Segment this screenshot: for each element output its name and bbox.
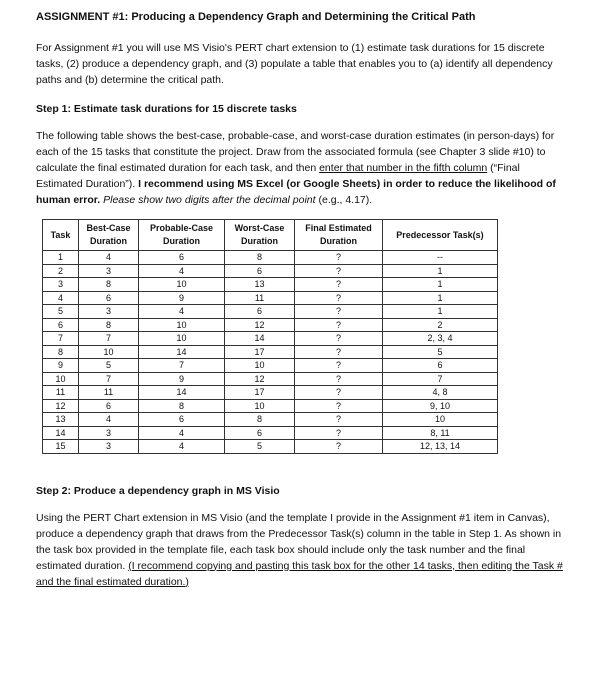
- step2-paragraph: [36, 510, 566, 590]
- worst-case-cell: 12: [225, 318, 295, 332]
- step1-heading: Step 1: Estimate task durations for 15 discrete tasks: [36, 103, 297, 115]
- final-estimated-cell: ?: [295, 332, 383, 346]
- column-header-worst-case: Worst-Case Duration: [225, 220, 295, 251]
- table-row: [43, 399, 498, 413]
- final-estimated-cell: ?: [295, 359, 383, 373]
- task-cell: 9: [43, 359, 79, 373]
- column-header-task: Task: [43, 220, 79, 251]
- best-case-cell: 3: [79, 426, 139, 440]
- probable-case-cell: 6: [139, 251, 225, 265]
- predecessor-cell: 9, 10: [383, 399, 498, 413]
- best-case-cell: 8: [79, 278, 139, 292]
- step2-text: Using the PERT Chart extension in MS Visio (and the template I provide in the Assignment #1 item in Canvas), produce a dependency graph that draws from the Predecessor Task(s) column in the table in Step 1. As shown in the task box provided in the template file, each task box should include only the task number and the final estimated duration.: [36, 511, 562, 572]
- task-duration-table: [42, 219, 498, 454]
- predecessor-cell: 1: [383, 264, 498, 278]
- worst-case-cell: 13: [225, 278, 295, 292]
- worst-case-cell: 10: [225, 359, 295, 373]
- worst-case-cell: 6: [225, 305, 295, 319]
- final-estimated-cell: ?: [295, 318, 383, 332]
- table-row: [43, 386, 498, 400]
- worst-case-cell: 11: [225, 291, 295, 305]
- step1-italic-note: Please show two digits after the decimal point: [100, 194, 316, 206]
- probable-case-cell: 4: [139, 440, 225, 454]
- step2-underlined-text: (I recommend copying and pasting this task box for the other 14 tasks, then editing the Task # and the final estimated duration.): [36, 559, 563, 588]
- predecessor-cell: 8, 11: [383, 426, 498, 440]
- predecessor-cell: 4, 8: [383, 386, 498, 400]
- predecessor-cell: 10: [383, 413, 498, 427]
- step1-text: The following table shows the best-case, probable-case, and worst-case duration estimates (in person-days) for each of the 15 tasks that constitute the project. Draw from the associated formula (see Chapter 3 slide #10) to calculate the final estimated duration for each task, and then: [36, 130, 555, 174]
- task-cell: 10: [43, 372, 79, 386]
- task-cell: 1: [43, 251, 79, 265]
- probable-case-cell: 8: [139, 399, 225, 413]
- probable-case-cell: 4: [139, 305, 225, 319]
- table-row: [43, 332, 498, 346]
- column-header-final-estimated: Final Estimated Duration: [295, 220, 383, 251]
- table-body: [43, 251, 498, 454]
- best-case-cell: 3: [79, 440, 139, 454]
- final-estimated-cell: ?: [295, 251, 383, 265]
- column-header-probable-case: Probable-Case Duration: [139, 220, 225, 251]
- task-cell: 6: [43, 318, 79, 332]
- worst-case-cell: 5: [225, 440, 295, 454]
- table-row: [43, 345, 498, 359]
- table-row: [43, 359, 498, 373]
- table-row: [43, 413, 498, 427]
- table-row: [43, 291, 498, 305]
- best-case-cell: 5: [79, 359, 139, 373]
- final-estimated-cell: ?: [295, 413, 383, 427]
- task-cell: 5: [43, 305, 79, 319]
- best-case-cell: 4: [79, 413, 139, 427]
- best-case-cell: 6: [79, 399, 139, 413]
- best-case-cell: 8: [79, 318, 139, 332]
- probable-case-cell: 6: [139, 413, 225, 427]
- probable-case-cell: 7: [139, 359, 225, 373]
- table-row: [43, 305, 498, 319]
- worst-case-cell: 6: [225, 426, 295, 440]
- probable-case-cell: 14: [139, 345, 225, 359]
- final-estimated-cell: ?: [295, 386, 383, 400]
- best-case-cell: 10: [79, 345, 139, 359]
- task-cell: 15: [43, 440, 79, 454]
- final-estimated-cell: ?: [295, 278, 383, 292]
- probable-case-cell: 9: [139, 372, 225, 386]
- final-estimated-cell: ?: [295, 440, 383, 454]
- task-cell: 13: [43, 413, 79, 427]
- worst-case-cell: 8: [225, 413, 295, 427]
- final-estimated-cell: ?: [295, 305, 383, 319]
- table-row: [43, 278, 498, 292]
- worst-case-cell: 6: [225, 264, 295, 278]
- final-estimated-cell: ?: [295, 264, 383, 278]
- probable-case-cell: 4: [139, 264, 225, 278]
- table-header-row: [43, 220, 498, 251]
- worst-case-cell: 10: [225, 399, 295, 413]
- final-estimated-cell: ?: [295, 399, 383, 413]
- predecessor-cell: 1: [383, 278, 498, 292]
- task-cell: 8: [43, 345, 79, 359]
- worst-case-cell: 12: [225, 372, 295, 386]
- table-row: [43, 426, 498, 440]
- task-cell: 12: [43, 399, 79, 413]
- predecessor-cell: 5: [383, 345, 498, 359]
- best-case-cell: 3: [79, 264, 139, 278]
- assignment-document: [36, 10, 566, 590]
- table-row: [43, 440, 498, 454]
- final-estimated-cell: ?: [295, 291, 383, 305]
- final-estimated-cell: ?: [295, 426, 383, 440]
- table-row: [43, 318, 498, 332]
- best-case-cell: 7: [79, 372, 139, 386]
- step1-paragraph: [36, 128, 566, 208]
- task-cell: 7: [43, 332, 79, 346]
- predecessor-cell: --: [383, 251, 498, 265]
- final-estimated-cell: ?: [295, 345, 383, 359]
- column-header-predecessor: Predecessor Task(s): [383, 220, 498, 251]
- step1-text-after: (“Final Estimated Duration”).: [36, 162, 520, 190]
- step1-recommendation: I recommend using MS Excel (or Google Sheets) in order to reduce the likelihood of human error.: [36, 178, 556, 206]
- best-case-cell: 6: [79, 291, 139, 305]
- predecessor-cell: 6: [383, 359, 498, 373]
- task-cell: 3: [43, 278, 79, 292]
- predecessor-cell: 1: [383, 305, 498, 319]
- predecessor-cell: 7: [383, 372, 498, 386]
- predecessor-cell: 2, 3, 4: [383, 332, 498, 346]
- probable-case-cell: 9: [139, 291, 225, 305]
- table-row: [43, 264, 498, 278]
- final-estimated-cell: ?: [295, 372, 383, 386]
- probable-case-cell: 10: [139, 278, 225, 292]
- predecessor-cell: 2: [383, 318, 498, 332]
- table-row: [43, 372, 498, 386]
- step1-text-end: (e.g., 4.17).: [315, 194, 373, 206]
- predecessor-cell: 12, 13, 14: [383, 440, 498, 454]
- task-cell: 2: [43, 264, 79, 278]
- task-cell: 14: [43, 426, 79, 440]
- worst-case-cell: 14: [225, 332, 295, 346]
- best-case-cell: 7: [79, 332, 139, 346]
- intro-paragraph: For Assignment #1 you will use MS Visio's PERT chart extension to (1) estimate task durations for 15 discrete tasks, (2) produce a dependency graph, and (3) populate a table that enables you to (a) identify all dependency paths and (b) determine the critical path.: [36, 42, 553, 86]
- table-row: [43, 251, 498, 265]
- step1-underlined-text: enter that number in the fifth column: [319, 162, 488, 174]
- probable-case-cell: 4: [139, 426, 225, 440]
- document-title: ASSIGNMENT #1: Producing a Dependency Graph and Determining the Critical Path: [36, 11, 476, 23]
- worst-case-cell: 8: [225, 251, 295, 265]
- step2-heading: Step 2: Produce a dependency graph in MS Visio: [36, 484, 280, 497]
- predecessor-cell: 1: [383, 291, 498, 305]
- worst-case-cell: 17: [225, 386, 295, 400]
- best-case-cell: 11: [79, 386, 139, 400]
- worst-case-cell: 17: [225, 345, 295, 359]
- column-header-best-case: Best-Case Duration: [79, 220, 139, 251]
- best-case-cell: 3: [79, 305, 139, 319]
- probable-case-cell: 14: [139, 386, 225, 400]
- probable-case-cell: 10: [139, 332, 225, 346]
- task-cell: 11: [43, 386, 79, 400]
- best-case-cell: 4: [79, 251, 139, 265]
- task-cell: 4: [43, 291, 79, 305]
- probable-case-cell: 10: [139, 318, 225, 332]
